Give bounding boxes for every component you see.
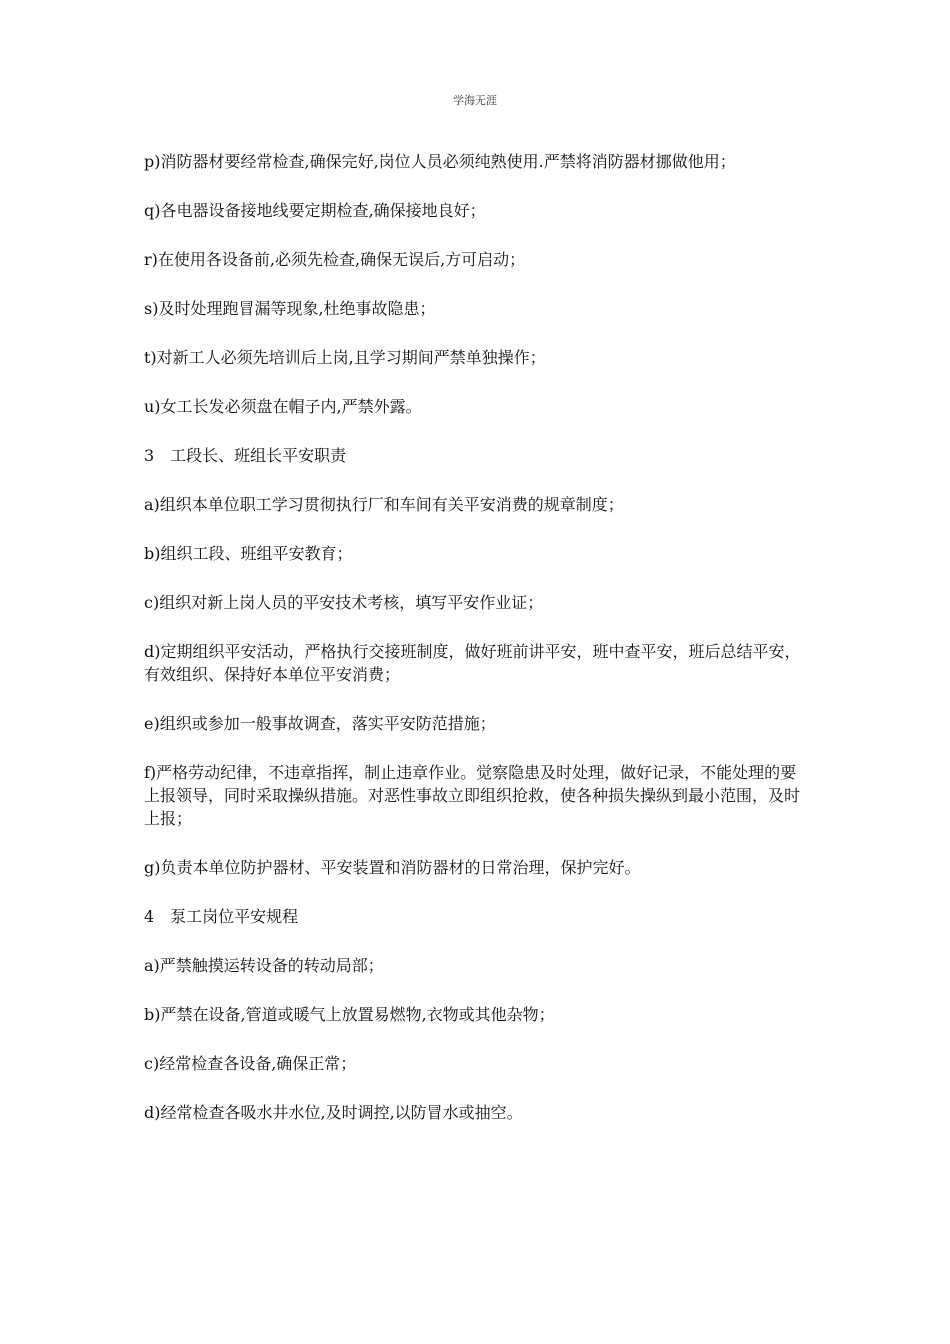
paragraph-c-3: c)组织对新上岗人员的平安技术考核，填写平安作业证； bbox=[144, 593, 544, 612]
paragraph-f-3: f)严格劳动纪律，不违章指挥，制止违章作业。觉察隐患及时处理，做好记录，不能处理的要上报领导，同时采取操纵措施。对恶性事故立即组织抢救，使各种损失操纵到最小范围，及时上报； bbox=[144, 763, 801, 828]
paragraph-r: r)在使用各设备前,必须先检查,确保无误后,方可启动； bbox=[144, 250, 526, 269]
paragraph-b-3: b)组织工段、班组平安教育； bbox=[144, 544, 353, 563]
document-body bbox=[144, 150, 808, 1150]
paragraph-e-3: e)组织或参加一般事故调查，落实平安防范措施； bbox=[144, 714, 496, 733]
page-header: 学海无涯 bbox=[453, 94, 497, 107]
paragraph-d-4: d)经常检查各吸水井水位,及时调控,以防冒水或抽空。 bbox=[144, 1103, 523, 1122]
paragraph-a-3: a)组织本单位职工学习贯彻执行厂和车间有关平安消费的规章制度； bbox=[144, 495, 624, 514]
paragraph-u: u)女工长发必须盘在帽子内,严禁外露。 bbox=[144, 397, 422, 416]
paragraph-c-4: c)经常检查各设备,确保正常； bbox=[144, 1054, 357, 1073]
paragraph-q: q)各电器设备接地线要定期检查,确保接地良好； bbox=[144, 201, 486, 220]
section-heading-4: 4 泵工岗位平安规程 bbox=[144, 907, 299, 926]
section-heading-3: 3 工段长、班组长平安职责 bbox=[144, 446, 347, 465]
paragraph-d-3: d)定期组织平安活动，严格执行交接班制度，做好班前讲平安，班中查平安，班后总结平安，有效组织、保持好本单位平安消费； bbox=[144, 642, 801, 684]
paragraph-t: t)对新工人必须先培训后上岗,且学习期间严禁单独操作； bbox=[144, 348, 546, 367]
paragraph-g-3: g)负责本单位防护器材、平安装置和消防器材的日常治理，保护完好。 bbox=[144, 858, 641, 877]
paragraph-b-4: b)严禁在设备,管道或暖气上放置易燃物,衣物或其他杂物； bbox=[144, 1005, 555, 1024]
paragraph-s: s)及时处理跑冒漏等现象,杜绝事故隐患； bbox=[144, 299, 436, 318]
paragraph-a-4: a)严禁触摸运转设备的转动局部； bbox=[144, 956, 384, 975]
paragraph-p: p)消防器材要经常检查,确保完好,岗位人员必须纯熟使用.严禁将消防器材挪做他用； bbox=[144, 152, 736, 171]
